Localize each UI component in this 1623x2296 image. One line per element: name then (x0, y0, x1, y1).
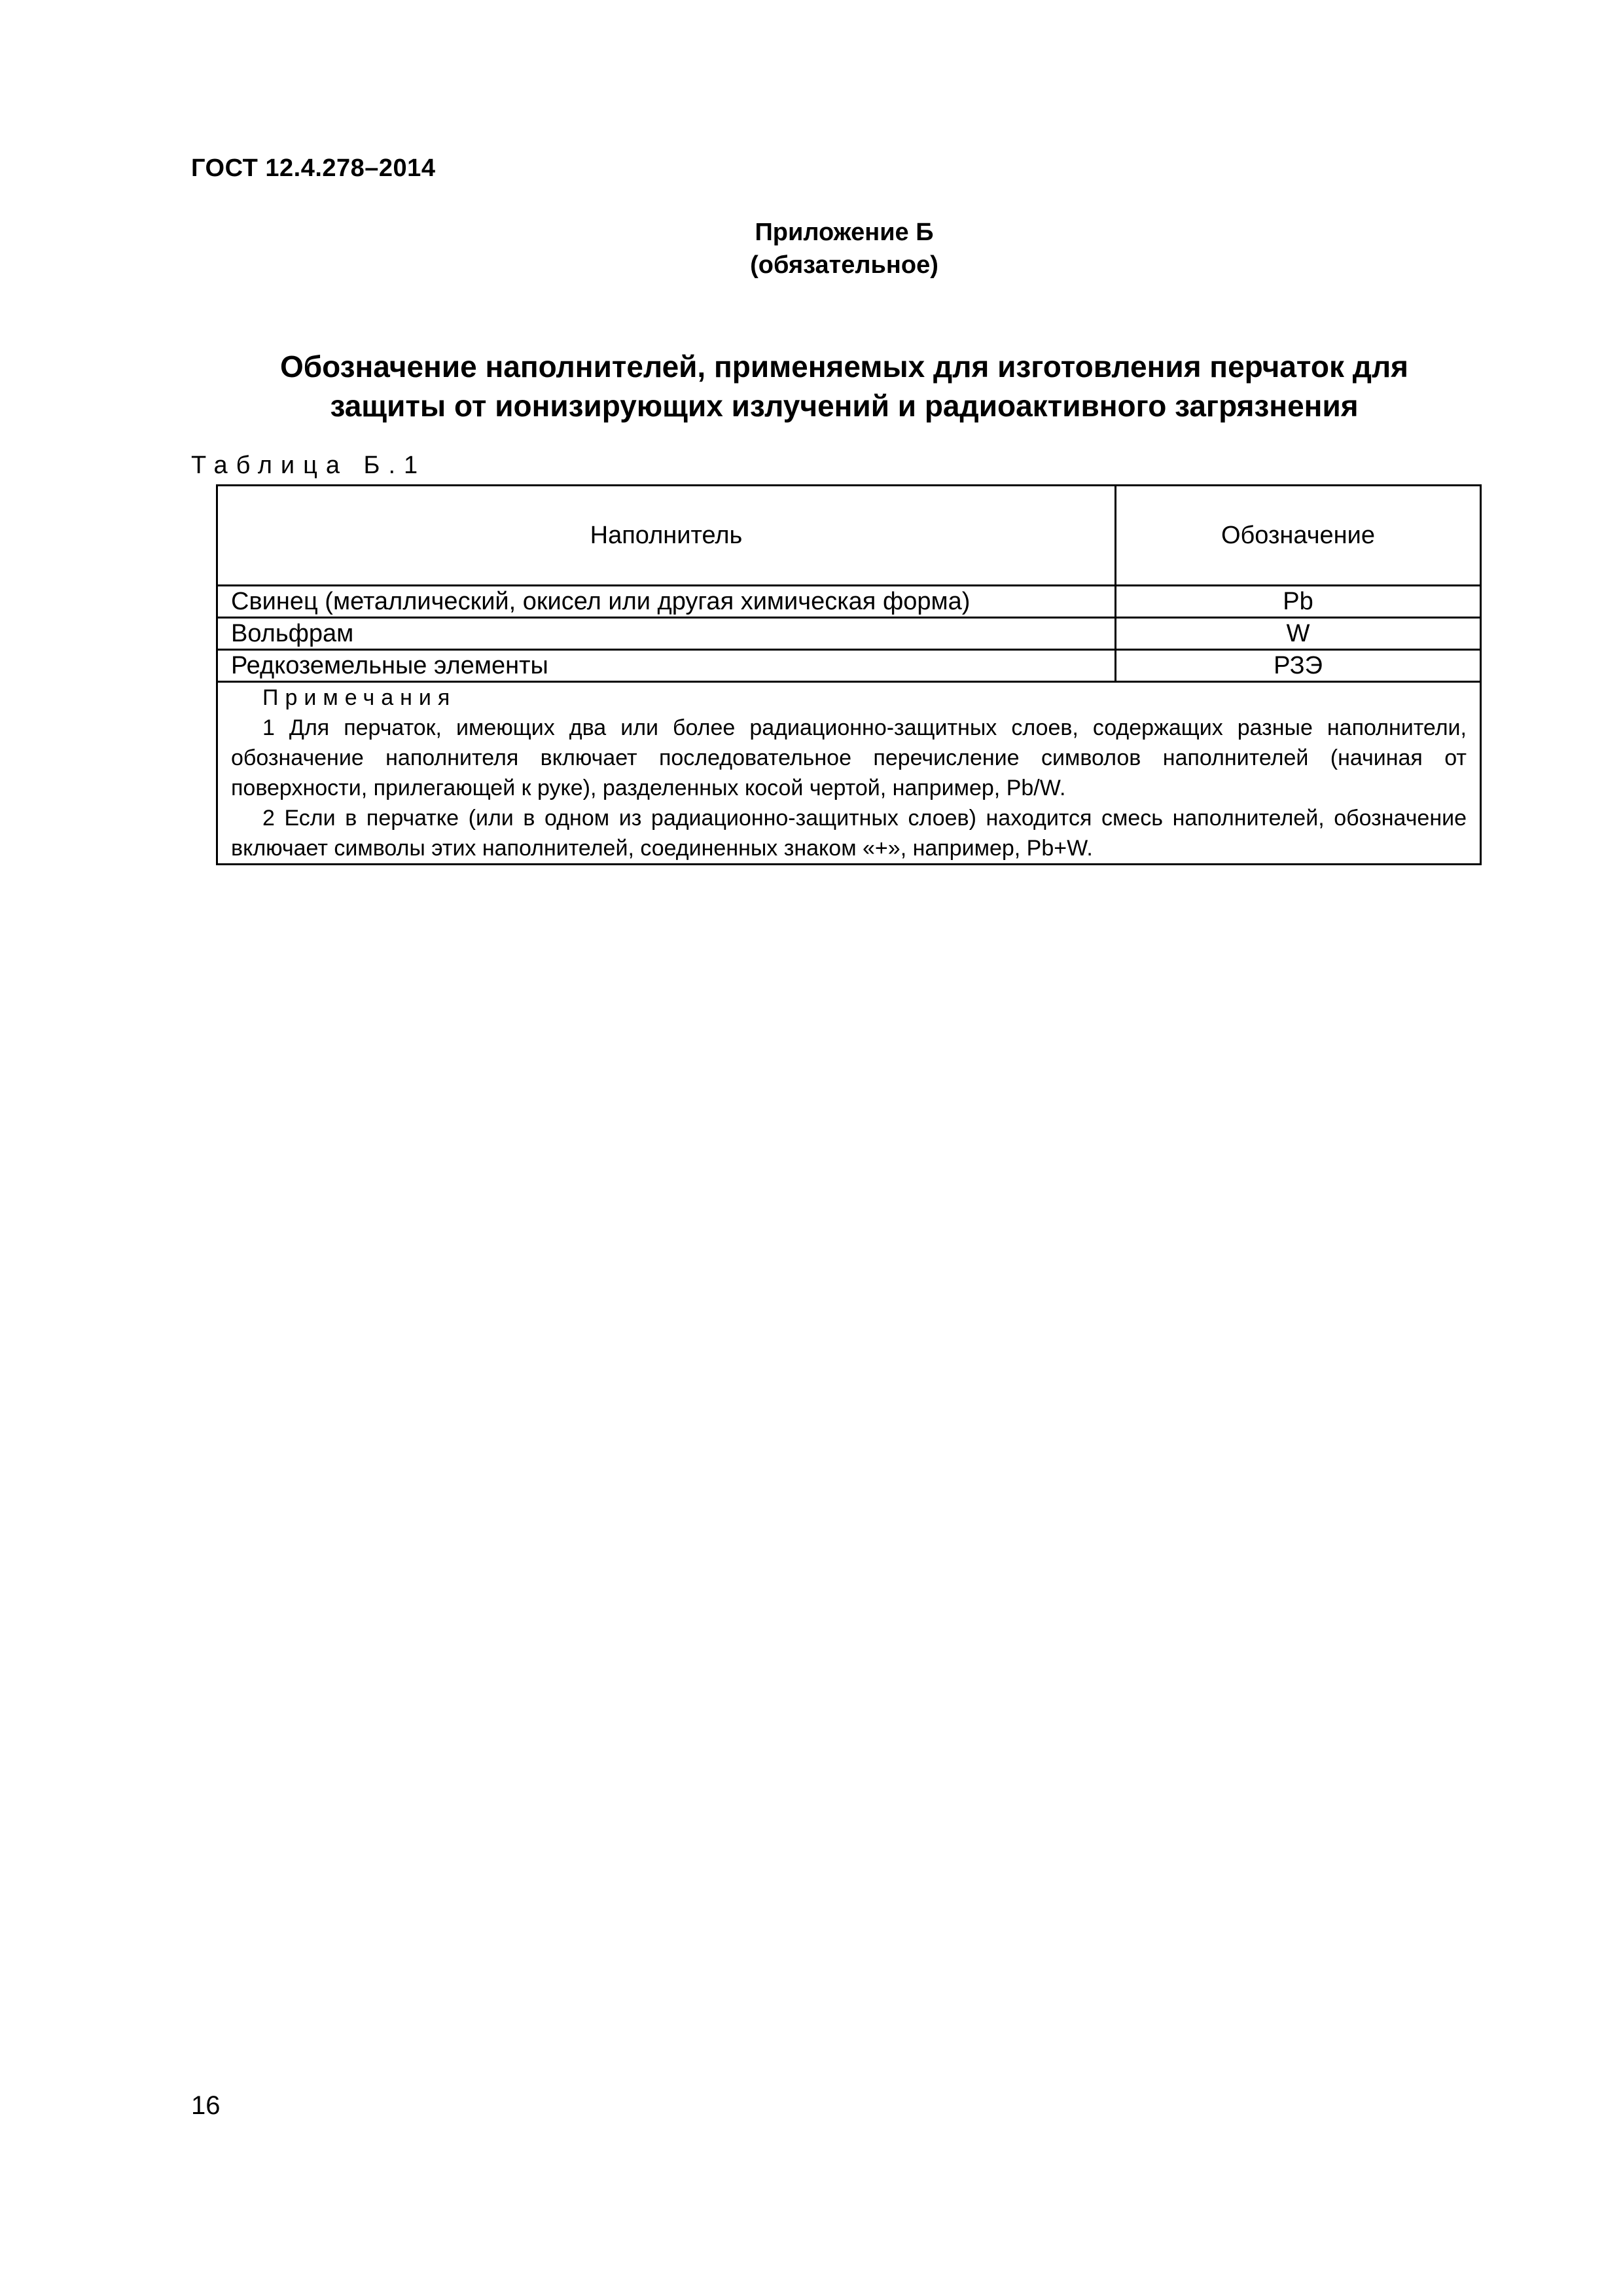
page-title (196, 347, 1492, 425)
notes-cell (217, 682, 1481, 865)
page-number: 16 (191, 2091, 221, 2120)
column-header-filler: Наполнитель (217, 486, 1116, 586)
title-line-1: Обозначение наполнителей, применяемых для изготовления перчаток для (279, 350, 1409, 384)
filler-code-cell: РЗЭ (1116, 650, 1481, 682)
table-row (217, 618, 1481, 650)
table-row (217, 586, 1481, 618)
filler-code-cell: Pb (1116, 586, 1481, 618)
filler-name-cell: Свинец (металлический, окисел или другая химическая форма) (217, 586, 1116, 618)
column-header-designation: Обозначение (1116, 486, 1481, 586)
table-notes-row (217, 682, 1481, 865)
note-1: 1 Для перчаток, имеющих два или более радиационно-защитных слоев, содержащих разные наполнители, обозначение наполнителя включает последовательное перечисление символов наполнителей (начиная от поверхности, прилегающей к руке), разделенных косой чертой, например, Pb/W. (231, 715, 1467, 800)
title-line-2: защиты от ионизирующих излучений и радиоактивного загрязнения (330, 389, 1359, 423)
appendix-status: (обязательное) (750, 251, 938, 279)
appendix-heading (0, 216, 1623, 281)
note-2: 2 Если в перчатке (или в одном из радиационно-защитных слоев) находится смесь наполнителей, обозначение включает символы этих наполнителей, соединенных знаком «+», например, Pb+W. (231, 806, 1467, 861)
table-header-row (217, 486, 1481, 586)
filler-code-cell: W (1116, 618, 1481, 650)
notes-title: Примечания (262, 685, 457, 710)
document-code: ГОСТ 12.4.278–2014 (191, 154, 436, 182)
table-row (217, 650, 1481, 682)
filler-designation-table (216, 484, 1482, 865)
filler-name-cell: Вольфрам (217, 618, 1116, 650)
appendix-label: Приложение Б (755, 219, 934, 246)
filler-name-cell: Редкоземельные элементы (217, 650, 1116, 682)
table-caption: Таблица Б.1 (191, 452, 427, 479)
